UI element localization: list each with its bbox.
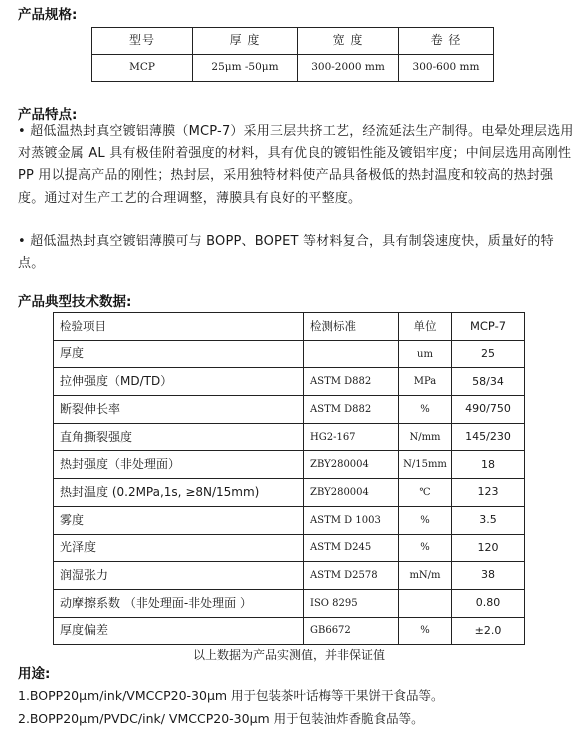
tech-value: 490/750: [452, 396, 525, 424]
tech-header-item: 检验项目: [54, 313, 304, 341]
spec-heading: 产品规格:: [18, 7, 78, 23]
feature-paragraph-2: • 超低温热封真空镀铝薄膜可与 BOPP、BOPET 等材料复合，具有制袋速度快，质量好的特点。: [18, 234, 554, 272]
tech-item: 动摩擦系数 （非处理面-非处理面 ）: [54, 589, 304, 617]
tech-standard: ZBY280004: [304, 451, 399, 479]
tech-unit: ℃: [399, 479, 452, 507]
spec-header-model: 型号: [92, 28, 193, 55]
tech-standard: HG2-167: [304, 423, 399, 451]
tech-value: 58/34: [452, 368, 525, 396]
tech-unit: MPa: [399, 368, 452, 396]
tech-item: 直角撕裂强度: [54, 423, 304, 451]
tech-item: 润湿张力: [54, 562, 304, 590]
spec-table: [91, 27, 494, 82]
spec-header-row: [92, 28, 494, 55]
tech-value: 123: [452, 479, 525, 507]
table-row: [54, 368, 525, 396]
tech-standard: ASTM D245: [304, 534, 399, 562]
tech-unit: %: [399, 617, 452, 645]
tech-standard: ISO 8295: [304, 589, 399, 617]
tech-item: 拉伸强度（MD/TD）: [54, 368, 304, 396]
features-heading: 产品特点:: [18, 107, 78, 123]
tech-item: 断裂伸长率: [54, 396, 304, 424]
tech-standard: ASTM D2578: [304, 562, 399, 590]
uses-heading: 用途:: [18, 666, 51, 682]
tech-unit: N/15mm: [399, 451, 452, 479]
tech-standard: [304, 340, 399, 368]
tech-header-row: [54, 313, 525, 341]
tech-data-heading: 产品典型技术数据:: [18, 294, 132, 310]
tech-unit: um: [399, 340, 452, 368]
table-row: [54, 340, 525, 368]
spec-row: [92, 55, 494, 82]
table-row: [54, 617, 525, 645]
tech-item: 厚度偏差: [54, 617, 304, 645]
table-row: [54, 589, 525, 617]
tech-value: 3.5: [452, 506, 525, 534]
tech-item: 雾度: [54, 506, 304, 534]
tech-item: 热封强度（非处理面）: [54, 451, 304, 479]
tech-item: 热封温度 (0.2MPa,1s, ≥8N/15mm): [54, 479, 304, 507]
tech-unit: %: [399, 506, 452, 534]
table-row: [54, 562, 525, 590]
spec-cell-roll-diameter: 300-600 mm: [399, 55, 494, 82]
tech-header-standard: 检测标准: [304, 313, 399, 341]
tech-standard: ASTM D882: [304, 396, 399, 424]
tech-value: 120: [452, 534, 525, 562]
tech-standard: ASTM D 1003: [304, 506, 399, 534]
use-item-2: 2.BOPP20μm/PVDC/ink/ VMCCP20-30μm 用于包装油炸香脆食品等。: [18, 711, 424, 726]
tech-standard: ZBY280004: [304, 479, 399, 507]
tech-unit: mN/m: [399, 562, 452, 590]
spec-cell-model: MCP: [92, 55, 193, 82]
tech-value: 18: [452, 451, 525, 479]
tech-unit: %: [399, 396, 452, 424]
tech-header-unit: 单位: [399, 313, 452, 341]
tech-value: 145/230: [452, 423, 525, 451]
table-row: [54, 396, 525, 424]
table-row: [54, 534, 525, 562]
spec-cell-thickness: 25μm -50μm: [193, 55, 298, 82]
spec-header-thickness: 厚 度: [193, 28, 298, 55]
tech-unit: N/mm: [399, 423, 452, 451]
tech-unit: %: [399, 534, 452, 562]
tech-value: 0.80: [452, 589, 525, 617]
table-row: [54, 506, 525, 534]
data-disclaimer-note: 以上数据为产品实测值，并非保证值: [192, 648, 385, 662]
spec-header-roll-diameter: 卷 径: [399, 28, 494, 55]
spec-cell-width: 300-2000 mm: [298, 55, 399, 82]
tech-unit: [399, 589, 452, 617]
tech-header-value: MCP-7: [452, 313, 525, 341]
tech-value: 38: [452, 562, 525, 590]
table-row: [54, 479, 525, 507]
table-row: [54, 451, 525, 479]
use-item-1: 1.BOPP20μm/ink/VMCCP20-30μm 用于包装茶叶话梅等干果饼干食品等。: [18, 688, 444, 703]
feature-paragraph-1: • 超低温热封真空镀铝薄膜（MCP-7）采用三层共挤工艺，经流延法生产制得。电晕处理层选用对蒸镀金属 AL 具有极佳附着强度的材料，具有优良的镀铝性能及镀铝牢度；中间层选用高刚性 PP 用以提高产品的刚性；热封层，采用独特材料使产品具备极低的热封温度和较高的热封强度。通过对生产工艺的合理调整，薄膜具有良好的平整度。: [18, 124, 574, 206]
table-row: [54, 423, 525, 451]
tech-standard: GB6672: [304, 617, 399, 645]
tech-item: 厚度: [54, 340, 304, 368]
tech-standard: ASTM D882: [304, 368, 399, 396]
tech-value: ±2.0: [452, 617, 525, 645]
tech-data-table: [53, 312, 525, 645]
tech-value: 25: [452, 340, 525, 368]
spec-header-width: 宽 度: [298, 28, 399, 55]
tech-item: 光泽度: [54, 534, 304, 562]
